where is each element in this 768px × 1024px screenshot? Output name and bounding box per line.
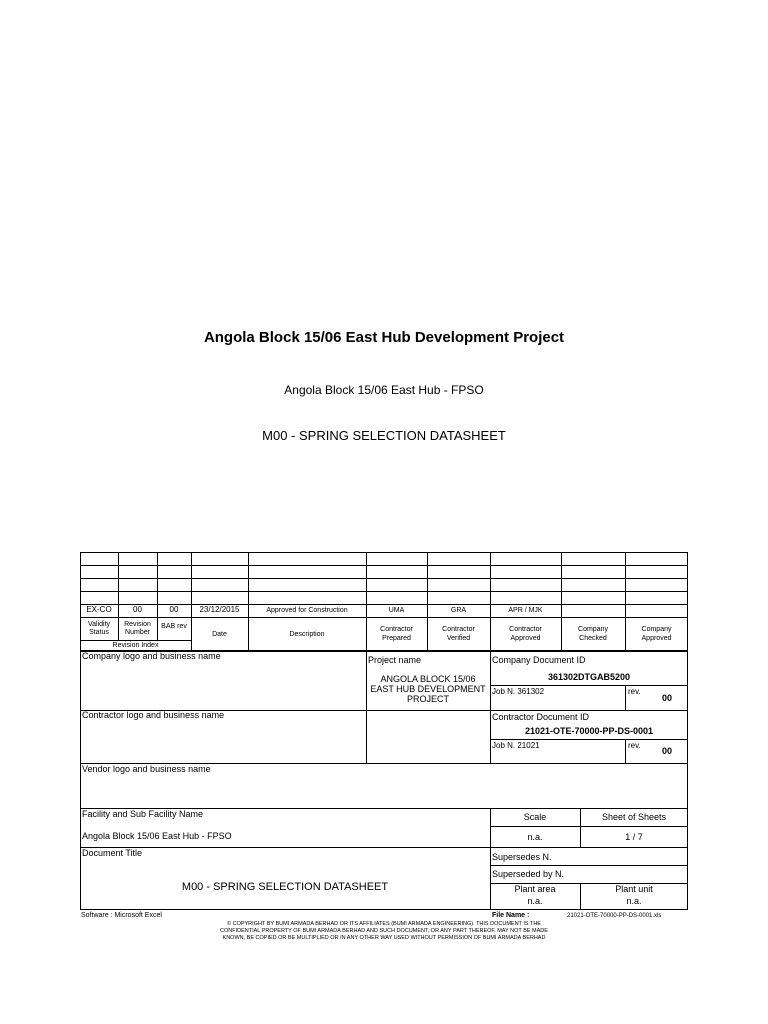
label-validity-status: Validity Status	[87, 621, 111, 636]
tb-line	[490, 865, 688, 866]
label-description: Description	[289, 631, 325, 638]
label-date: Date	[212, 631, 227, 638]
rev-number: 00	[133, 605, 142, 614]
file-name: 21021-OTE-70000-PP-DS-0001.xls	[567, 913, 662, 919]
doc-title-label: Document Title	[82, 848, 143, 858]
label-contractor-approved: Contractor Approved	[509, 626, 542, 642]
contractor-doc-id-label: Contractor Document ID	[492, 712, 590, 722]
vendor-logo-label: Vendor logo and business name	[82, 764, 211, 774]
contractor-doc-id: 21021-OTE-70000-PP-DS-0001	[524, 726, 654, 736]
contractor-rev-label: rev.	[628, 741, 641, 750]
plant-unit-value: n.a.	[626, 896, 642, 906]
project-name-label: Project name	[368, 655, 422, 665]
plant-area-label: Plant area	[514, 884, 556, 894]
contractor-logo-label: Contractor logo and business name	[82, 710, 225, 720]
tb-col-line	[625, 685, 626, 710]
rev-verified: GRA	[450, 607, 467, 614]
label-revision-number: Revision Number	[124, 621, 151, 636]
rev-row-line	[80, 591, 688, 592]
facility-value: Angola Block 15/06 East Hub - FPSO	[82, 831, 232, 841]
rev-approved: APR / MJK	[508, 607, 543, 614]
tb-line	[490, 685, 688, 686]
contractor-job-number: Job N. 21021	[492, 741, 540, 750]
tb-col-line	[490, 808, 491, 910]
copyright-line-2: CONFIDENTIAL PROPERTY OF BUMI ARMADA BERHAD AND SUCH DOCUMENT, OR ANY PART THEREOF, MAY NOT BE MADE	[220, 928, 548, 934]
label-company-approved: Company Approved	[641, 626, 672, 642]
company-rev-label: rev.	[628, 687, 641, 696]
sheet-label: Sheet of Sheets	[601, 812, 667, 822]
doc-title-value: M00 - SPRING SELECTION DATASHEET	[181, 881, 389, 893]
company-rev-value: 00	[662, 693, 673, 703]
company-logo-label: Company logo and business name	[82, 651, 221, 661]
copyright-line-1: © COPYRIGHT BY BUMI ARMADA BERHAD OR ITS AFFILIATES (BUMI ARMADA ENGINEERING). THIS DOCUMENT IS THE	[227, 921, 541, 927]
label-revision-index: Revision Index	[112, 642, 159, 649]
label-company-checked: Company Checked	[578, 626, 608, 642]
rev-index-line	[80, 640, 191, 641]
copyright-line-3: KNOWN, BE COPIED OR BE MULTIPLIED OR IN ANY OTHER WAY USED WITHOUT PERMISSION OF BUMI ARMADA BERHAD	[222, 935, 546, 941]
file-name-label: File Name :	[492, 912, 530, 919]
plant-unit-label: Plant unit	[615, 884, 653, 894]
rev-row-line	[80, 578, 688, 579]
company-doc-id-label: Company Document ID	[492, 655, 586, 665]
superseded-by-label: Superseded by N.	[492, 869, 565, 879]
tb-line	[80, 847, 688, 848]
document-heading: M00 - SPRING SELECTION DATASHEET	[262, 428, 506, 443]
rev-date: 23/12/2015	[199, 605, 240, 614]
sheet-value: 1 / 7	[625, 832, 643, 842]
contractor-rev-value: 00	[662, 746, 673, 756]
facility-label: Facility and Sub Facility Name	[82, 809, 204, 819]
company-job-number: Job N. 361302	[492, 687, 545, 696]
scale-label: Scale	[523, 812, 547, 822]
software-label: Software : Microsoft Excel	[81, 912, 162, 919]
tb-line	[490, 739, 688, 740]
label-contractor-verified: Contractor Verified	[442, 626, 475, 642]
rev-prepared: UMA	[388, 607, 405, 614]
plant-area-value: n.a.	[527, 896, 543, 906]
tb-col-line	[490, 651, 491, 763]
tb-line	[490, 826, 688, 827]
project-subtitle: Angola Block 15/06 East Hub - FPSO	[284, 383, 484, 397]
rev-row-line	[80, 565, 688, 566]
rev-description: Approved for Construction	[266, 607, 348, 614]
supersedes-label: Supersedes N.	[492, 852, 552, 862]
project-name-value: ANGOLA BLOCK 15/06 EAST HUB DEVELOPMENT PROJECT	[370, 674, 486, 704]
project-title: Angola Block 15/06 East Hub Development Project	[203, 329, 565, 346]
rev-validity: EX-CO	[86, 605, 112, 614]
rev-bab: 00	[169, 605, 179, 614]
scale-value: n.a.	[527, 832, 543, 842]
company-doc-id: 361302DTGAB5200	[547, 672, 631, 682]
label-bab-rev: BAB rev	[161, 623, 187, 630]
tb-col-line	[366, 651, 367, 763]
label-contractor-prepared: Contractor Prepared	[380, 626, 413, 642]
tb-col-line	[625, 739, 626, 763]
